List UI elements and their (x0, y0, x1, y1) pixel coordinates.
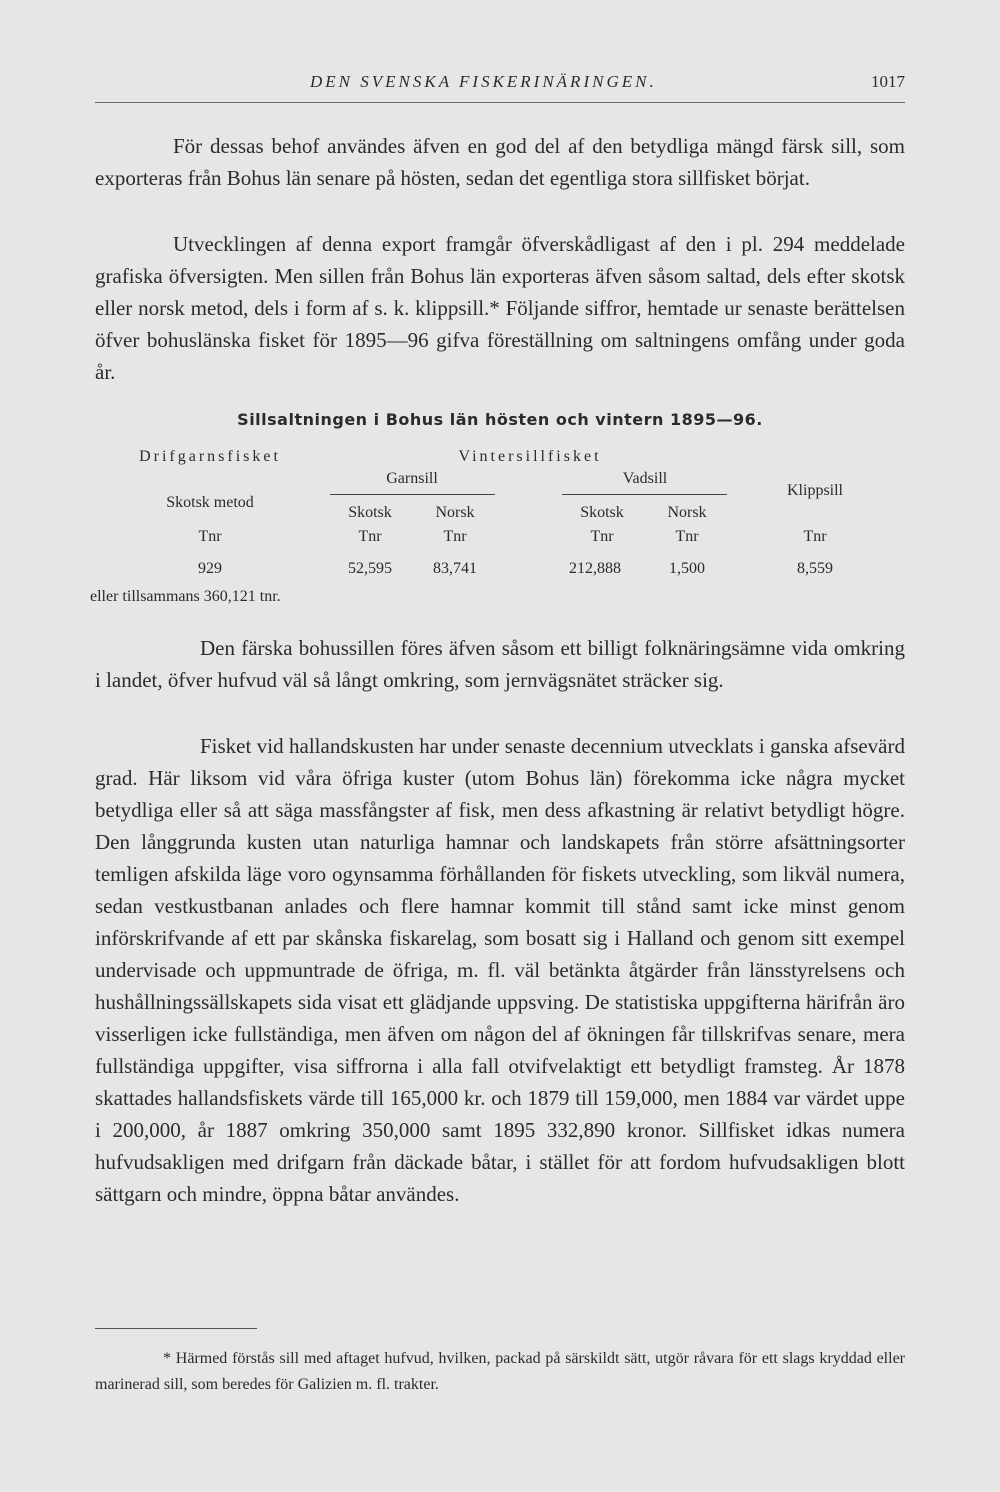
unit-garnsill-norsk: Tnr (443, 528, 467, 545)
unit-garnsill-skotsk: Tnr (358, 528, 382, 545)
running-header (95, 72, 905, 98)
value-garnsill-skotsk: 52,595 (348, 560, 392, 577)
header-vintersillfisket: Vintersillfisket (458, 448, 602, 465)
unit-drifgarn: Tnr (198, 528, 222, 545)
value-vadsill-norsk: 1,500 (669, 560, 705, 577)
paragraph-3: Den färska bohussillen föres äfven såsom ett billigt folknäringsämne vida omkring i landet, öfver hufvud väl så långt omkring, som jernvägsnätet sträcker sig. (95, 636, 905, 692)
header-drifgarnsfisket: Drifgarnsfisket (139, 448, 281, 465)
value-klippsill: 8,559 (797, 560, 833, 577)
header-skotsk-metod: Skotsk metod (166, 494, 254, 511)
vadsill-brace (562, 494, 727, 501)
header-klippsill: Klippsill (786, 482, 844, 499)
value-drifgarn-skotsk: 929 (198, 560, 222, 577)
paragraph-1: För dessas behof användes äfven en god del af den betydliga mängd färsk sill, som exporteras från Bohus län senare på hösten, sedan det egentliga stora sillfisket börjat. (95, 134, 905, 190)
header-vadsill-norsk: Norsk (667, 504, 707, 521)
page-number: 1017 (871, 72, 905, 91)
footnote: * Härmed förstås sill med aftaget hufvud, hvilken, packad på särskildt sätt, utgör råvara för ett slags kryddad eller marinerad sill, som beredes för Galizien m. fl. trakter. (95, 1350, 905, 1393)
table-total: eller tillsammans 360,121 tnr. (90, 588, 281, 605)
header-garnsill-norsk: Norsk (435, 504, 475, 521)
paragraph-2: Utvecklingen af denna export framgår öfverskådligast af den i pl. 294 meddelade grafiska öfversigten. Men sillen från Bohus län exporteras äfven såsom saltad, dels efter skotsk eller norsk metod, dels i form af s. k. klippsill.* Följande siffror, hemtade ur senaste berättelsen öfver bohuslänska fisket för 1895—96 gifva föreställning om saltningens omfång under goda år. (95, 232, 905, 384)
header-rule (95, 102, 905, 103)
unit-vadsill-norsk: Tnr (675, 528, 699, 545)
table-title: Sillsaltningen i Bohus län hösten och vintern 1895—96. (237, 410, 763, 429)
header-garnsill-skotsk: Skotsk (348, 504, 392, 521)
footnote-rule (95, 1328, 257, 1329)
value-garnsill-norsk: 83,741 (433, 560, 477, 577)
paragraph-4: Fisket vid hallandskusten har under senaste decennium utvecklats i ganska afsevärd grad. Här liksom vid våra öfriga kuster (utom Bohus län) förekomma icke några mycket betydliga eller så att säga massfångster af fisk, men dess afkastning är relativt betydligt högre. Den långgrunda kusten utan naturliga hamnar och landskapets från större afsättningsorter temligen afskilda läge voro ogynsamma förhållanden för fiskets utveckling, som likväl numera, sedan vestkustbanan anlades och flere hamnar kommit till stånd samt icke minst genom införskrifvande af ett par skånska fiskarelag, som bosatt sig i Halland och genom sitt exempel undervisade och uppmuntrade de öfriga, m. fl. väl betänkta åtgärder från länsstyrelsens och hushållningssällskapets sida visat ett glädjande uppsving. De statistiska uppgifterna härifrån äro visserligen icke fullständiga, men äfven om någon del af ökningen får tillskrifvas senare, mera fullständiga uppgifter, visa siffrorna i alla fall otvifvelaktigt ett betydligt framsteg. År 1878 skattades hallandsfiskets värde till 165,000 kr. och 1879 till 159,000, men 1884 var värdet uppe i 200,000, år 1887 omkring 350,000 samt 1895 332,890 kronor. Sillfisket idkas numera hufvudsakligen med drifgarn från däckade båtar, i stället för att fordom hufvudsakligen blott sättgarn och mindre, öppna båtar användes. (95, 734, 905, 1206)
header-vadsill: Vadsill (622, 470, 668, 487)
header-garnsill: Garnsill (386, 470, 438, 487)
unit-vadsill-skotsk: Tnr (590, 528, 614, 545)
value-vadsill-skotsk: 212,888 (569, 560, 621, 577)
unit-klippsill: Tnr (803, 528, 827, 545)
header-vadsill-skotsk: Skotsk (580, 504, 624, 521)
running-title: DEN SVENSKA FISKERINÄRINGEN. (310, 72, 657, 91)
garnsill-brace (330, 494, 495, 501)
